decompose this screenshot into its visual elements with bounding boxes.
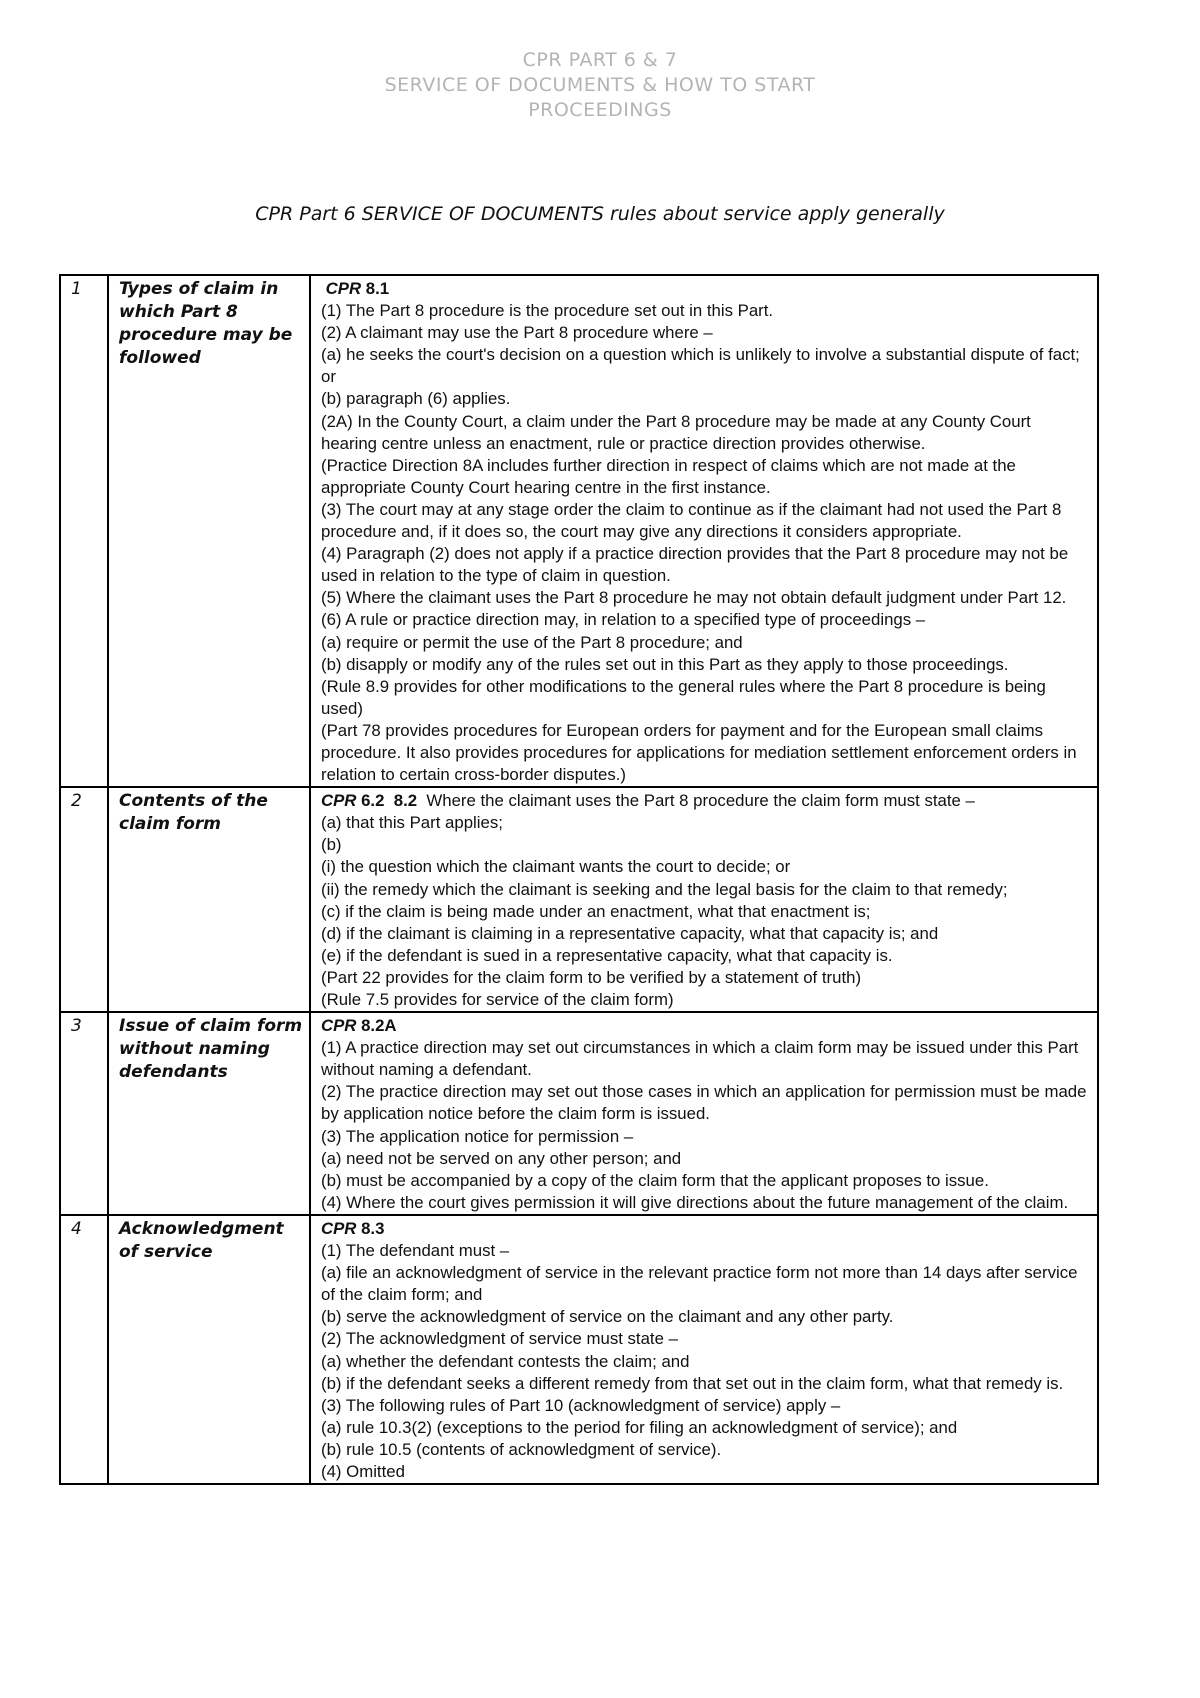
header-line-1: CPR PART 6 & 7 (522, 49, 678, 71)
rule-text-line: (b) paragraph (6) applies. (321, 389, 511, 409)
rule-text-line: (2A) In the County Court, a claim under the Part 8 procedure may be made at any County Court hearing centre unless an enactment, rule or practice direction provides otherwise. (321, 411, 1031, 453)
rule-text-line: (c) if the claim is being made under an enactment, what that enactment is; (321, 901, 871, 921)
row-rule-text (310, 1012, 1098, 1215)
rule-reference-number: 8.2A (356, 1016, 397, 1036)
rule-text-line: (a) require or permit the use of the Part 8 procedure; and (321, 632, 743, 652)
rule-reference (321, 790, 1091, 812)
rule-text-line: (Part 78 provides procedures for European orders for payment and for the European small claims procedure. It also provides procedures for applications for mediation settlement enforcement orders in relation to certain cross-border disputes.) (321, 720, 1077, 785)
row-rule-text (310, 275, 1098, 787)
rule-text-line: (2) The practice direction may set out those cases in which an application for permission must be made by application notice before the claim form is issued. (321, 1082, 1087, 1124)
rule-text-line: (4) Omitted (321, 1461, 405, 1481)
rule-text-line: (1) The Part 8 procedure is the procedure set out in this Part. (321, 301, 774, 321)
row-rule-text (310, 787, 1098, 1012)
row-topic: Acknowledgment of service (108, 1215, 310, 1484)
table-row (60, 787, 1098, 1012)
rule-text-line: (3) The court may at any stage order the claim to continue as if the claimant had not used the Part 8 procedure and, if it does so, the court may give any directions it considers appropriate. (321, 499, 1062, 542)
row-topic: Issue of claim form without naming defendants (108, 1012, 310, 1215)
rule-text-line: (4) Where the court gives permission it will give directions about the future management of the claim. (321, 1192, 1069, 1212)
rule-text-line: (a) he seeks the court's decision on a question which is unlikely to involve a substantial dispute of fact; or (321, 345, 1080, 387)
row-topic: Contents of the claim form (108, 787, 310, 1012)
rule-text-line: (1) The defendant must – (321, 1241, 510, 1261)
rule-text-line: (Rule 8.9 provides for other modifications to the general rules where the Part 8 procedure is being used) (321, 676, 1046, 718)
rule-reference (321, 1218, 1091, 1240)
rules-table (59, 274, 1099, 1485)
row-number: 4 (60, 1215, 108, 1484)
rules-table-body (60, 275, 1098, 1484)
table-row (60, 1012, 1098, 1215)
rule-text-line: (2) A claimant may use the Part 8 procedure where – (321, 323, 713, 343)
rule-reference (321, 1015, 1091, 1037)
rule-reference-cpr: CPR (321, 1218, 357, 1238)
rule-reference-number: 8.3 (356, 1218, 385, 1238)
rule-text-line: (b) rule 10.5 (contents of acknowledgment of service). (321, 1439, 722, 1459)
rule-text-line: (3) The application notice for permission – (321, 1126, 634, 1146)
rule-text-line: (a) whether the defendant contests the claim; and (321, 1351, 690, 1371)
rule-reference-cpr: CPR (325, 279, 362, 298)
row-topic: Types of claim in which Part 8 procedure may be followed (108, 275, 310, 787)
document-title: CPR Part 6 SERVICE OF DOCUMENTS rules about service apply generally (255, 203, 945, 225)
rule-text-line: (b) serve the acknowledgment of service on the claimant and any other party. (321, 1307, 894, 1327)
rule-text-line: (a) need not be served on any other person; and (321, 1148, 682, 1168)
rule-text-line: (a) file an acknowledgment of service in the relevant practice form not more than 14 days after service of the claim form; and (321, 1263, 1078, 1305)
rule-text-line: (i) the question which the claimant wants the court to decide; or (321, 857, 791, 877)
rule-reference-number: 8.1 (361, 279, 390, 298)
header-line-3: PROCEEDINGS (528, 99, 672, 121)
rule-text-line: (a) rule 10.3(2) (exceptions to the period for filing an acknowledgment of service); and (321, 1417, 958, 1437)
rule-text-line: (2) The acknowledgment of service must state – (321, 1329, 678, 1349)
rule-text-line: (5) Where the claimant uses the Part 8 procedure he may not obtain default judgment under Part 12. (321, 588, 1067, 608)
table-row (60, 275, 1098, 787)
rule-text-line: (Rule 7.5 provides for service of the claim form) (321, 990, 674, 1009)
rule-text-line: (ii) the remedy which the claimant is seeking and the legal basis for the claim to that remedy; (321, 879, 1008, 899)
row-number: 3 (60, 1012, 108, 1215)
rule-text-line: (b) (321, 835, 342, 855)
rule-text-line: (a) that this Part applies; (321, 813, 503, 833)
rule-text-line: (4) Paragraph (2) does not apply if a practice direction provides that the Part 8 procedure may not be used in relation to the type of claim in question. (321, 544, 1069, 586)
rule-text-line: (b) if the defendant seeks a different remedy from that set out in the claim form, what that remedy is. (321, 1373, 1064, 1393)
rule-text-line: (Part 22 provides for the claim form to be verified by a statement of truth) (321, 967, 862, 987)
rule-text-line: (6) A rule or practice direction may, in relation to a specified type of proceedings – (321, 610, 926, 630)
rule-text-line: (1) A practice direction may set out circumstances in which a claim form may be issued under this Part without naming a defendant. (321, 1038, 1079, 1080)
running-header (0, 48, 1200, 123)
row-number: 2 (60, 787, 108, 1012)
row-number: 1 (60, 275, 108, 787)
rule-text-line: (Practice Direction 8A includes further direction in respect of claims which are not made at the appropriate County Court hearing centre in the first instance. (321, 455, 1016, 497)
rule-text-line: (b) must be accompanied by a copy of the claim form that the applicant proposes to issue. (321, 1170, 989, 1190)
rule-reference (321, 278, 1091, 300)
rule-reference-cpr: CPR (321, 791, 357, 811)
header-line-2: SERVICE OF DOCUMENTS & HOW TO START (384, 74, 816, 96)
rule-text-line: (d) if the claimant is claiming in a representative capacity, what that capacity is; and (321, 923, 939, 943)
rule-text-line: (3) The following rules of Part 10 (acknowledgment of service) apply – (321, 1395, 841, 1415)
rule-reference-number: 6.2 8.2 (356, 791, 418, 811)
rule-reference-text: Where the claimant uses the Part 8 procedure the claim form must state – (417, 791, 975, 811)
table-row (60, 1215, 1098, 1484)
rule-text-line: (e) if the defendant is sued in a representative capacity, what that capacity is. (321, 945, 893, 965)
rule-text-line: (b) disapply or modify any of the rules set out in this Part as they apply to those proceedings. (321, 654, 1009, 674)
rule-reference-cpr: CPR (321, 1016, 357, 1036)
row-rule-text (310, 1215, 1098, 1484)
